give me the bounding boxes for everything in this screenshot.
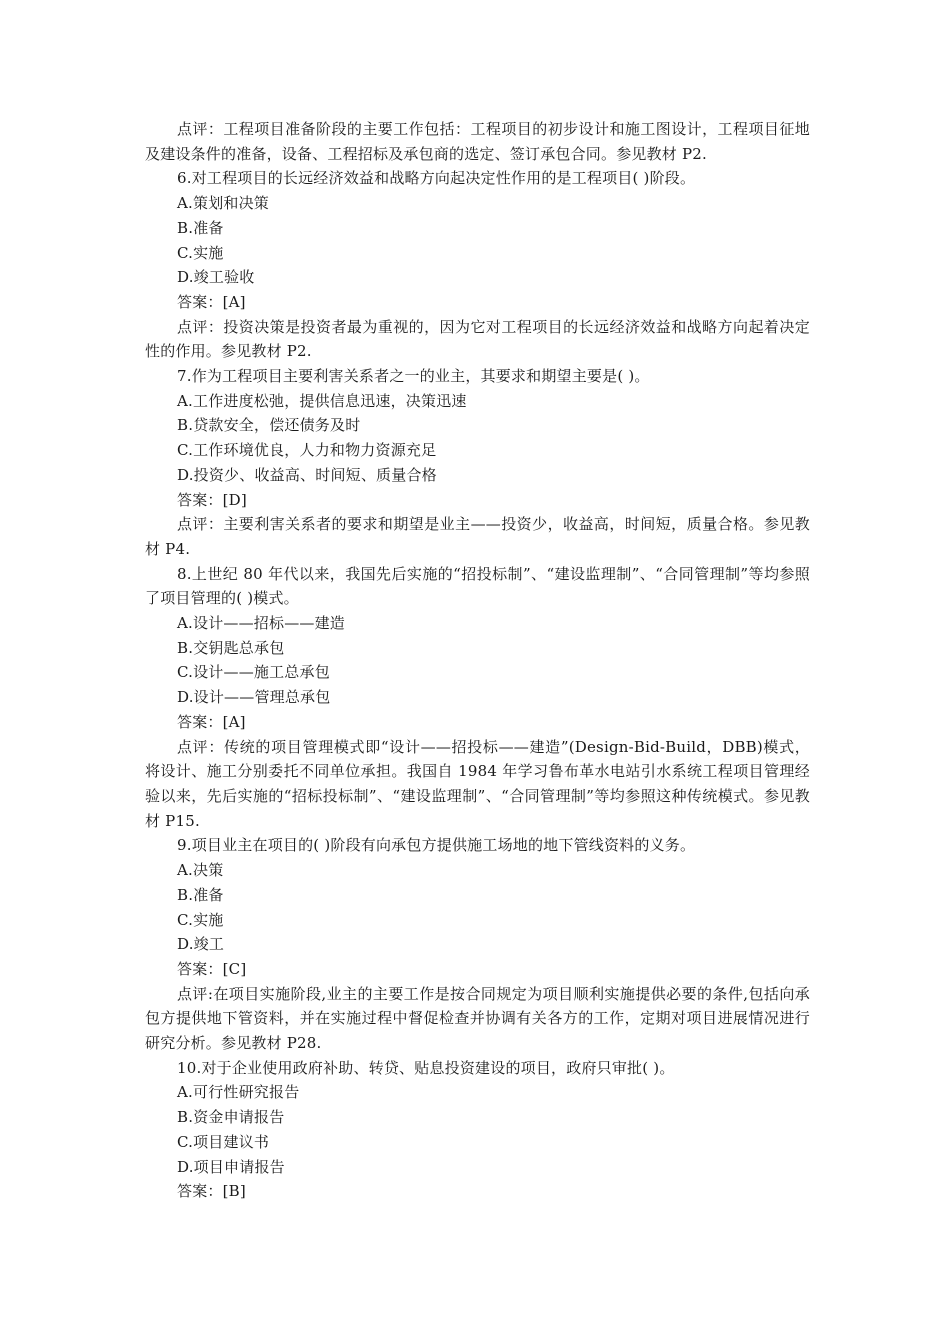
answer-8: 答案：[A] (177, 712, 246, 731)
comment-8: 点评：传统的项目管理模式即“设计——招投标——建造”(Design-Bid-Build，DBB)模式，将设计、施工分别委托不同单位承担。我国自 1984 年学习鲁布革水电站引水系统工程项目管理经验以来，先后实施的“招标投标制”、“建设监理制”、“合同管理制”等均参照这种传统模式。参见教材 P15. (145, 737, 810, 830)
question-7: 7.作为工程项目主要利害关系者之一的业主，其要求和期望主要是( )。 (177, 367, 650, 386)
option-7c: C.工作环境优良，人力和物力资源充足 (177, 441, 437, 460)
option-9c: C.实施 (177, 910, 224, 929)
option-7a: A.工作进度松弛，提供信息迅速，决策迅速 (177, 391, 467, 410)
question-6: 6.对工程项目的长远经济效益和战略方向起决定性作用的是工程项目( )阶段。 (177, 169, 696, 188)
exam-content (145, 117, 810, 1204)
option-8b: B.交钥匙总承包 (177, 638, 285, 657)
option-9d: D.竣工 (177, 935, 225, 954)
comment-7: 点评：主要利害关系者的要求和期望是业主——投资少，收益高，时间短，质量合格。参见教材 P4. (145, 515, 810, 558)
option-10c: C.项目建议书 (177, 1132, 270, 1151)
comment-9: 点评:在项目实施阶段,业主的主要工作是按合同规定为项目顺利实施提供必要的条件,包括向承包方提供地下管资料，并在实施过程中督促检查并协调有关各方的工作，定期对项目进展情况进行研究分析。参见教材 P28. (145, 984, 810, 1053)
option-6a: A.策划和决策 (177, 194, 270, 213)
comment-6: 点评：投资决策是投资者最为重视的，因为它对工程项目的长远经济效益和战略方向起着决定性的作用。参见教材 P2. (145, 317, 810, 361)
option-8d: D.设计——管理总承包 (177, 688, 331, 707)
answer-7: 答案：[D] (177, 490, 247, 509)
answer-10: 答案：[B] (177, 1182, 246, 1201)
option-9a: A.决策 (177, 861, 224, 880)
answer-9: 答案：[C] (177, 959, 247, 978)
option-8c: C.设计——施工总承包 (177, 663, 330, 682)
option-10b: B.资金申请报告 (177, 1108, 285, 1127)
option-7b: B.贷款安全，偿还债务及时 (177, 416, 361, 435)
question-8: 8.上世纪 80 年代以来，我国先后实施的“招投标制”、“建设监理制”、“合同管理制”等均参照了项目管理的( )模式。 (145, 564, 810, 608)
comment-paragraph: 点评：工程项目准备阶段的主要工作包括：工程项目的初步设计和施工图设计，工程项目征地及建设条件的准备，设备、工程招标及承包商的选定、签订承包合同。参见教材 P2. (145, 120, 810, 163)
option-6c: C.实施 (177, 243, 224, 262)
question-9: 9.项目业主在项目的( )阶段有向承包方提供施工场地的地下管线资料的义务。 (177, 836, 696, 855)
answer-6: 答案：[A] (177, 292, 246, 311)
option-7d: D.投资少、收益高、时间短、质量合格 (177, 465, 437, 484)
option-10d: D.项目申请报告 (177, 1157, 285, 1176)
option-10a: A.可行性研究报告 (177, 1083, 300, 1102)
question-10: 10.对于企业使用政府补助、转贷、贴息投资建设的项目，政府只审批( )。 (177, 1058, 675, 1077)
option-8a: A.设计——招标——建造 (177, 614, 346, 633)
option-9b: B.准备 (177, 885, 224, 904)
option-6b: B.准备 (177, 218, 224, 237)
option-6d: D.竣工验收 (177, 268, 255, 287)
